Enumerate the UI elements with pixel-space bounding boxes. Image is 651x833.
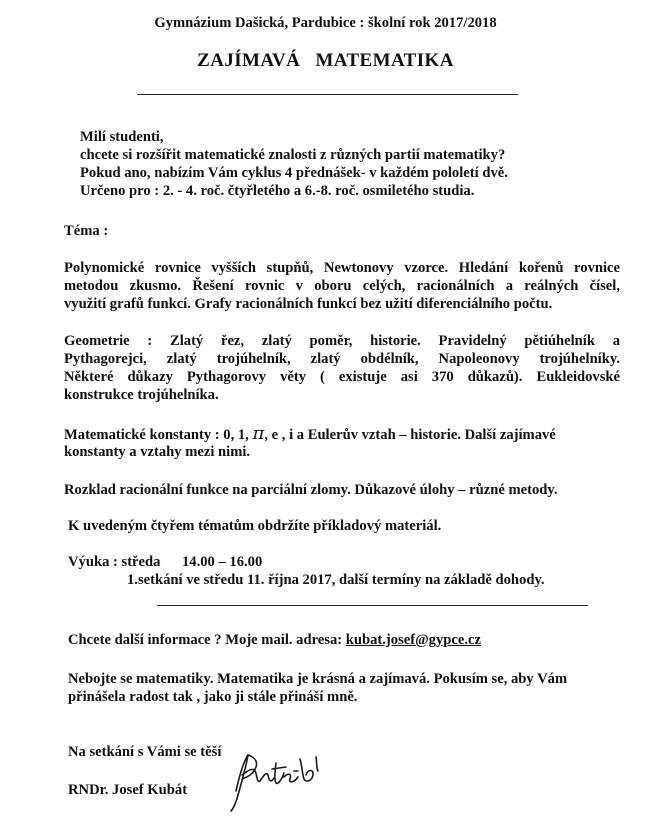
material-note: K uvedeným čtyřem tématům obdržíte příkladový materiál. (68, 518, 442, 534)
topic3-text: Matematické konstanty : 0, 1, (64, 427, 249, 443)
intro-greeting: Milí studenti, (80, 129, 164, 145)
topic3-line: konstanty a vztahy mezi nimi. (64, 444, 251, 460)
topic2-line: konstrukce trojúhelníka. (64, 387, 219, 403)
author-name: RNDr. Josef Kubát (68, 782, 188, 798)
schedule-label: Výuka : středa (68, 554, 161, 570)
topic1-line: Polynomické rovnice vyšších stupňů, Newtonovy vzorce. Hledání kořenů rovnice (64, 260, 620, 276)
topic1-line: metodou zkusmo. Řešení rovnic v oboru celých, racionálních a reálných čísel, (64, 278, 620, 294)
handwritten-signature (228, 751, 324, 813)
topic3-line (64, 425, 620, 444)
intro-line: chcete si rozšířit matematické znalosti z různých partií matematiky? (80, 147, 506, 163)
email-link[interactable]: kubat.josef@gypce.cz (345, 632, 481, 648)
topic2-line: Geometrie : Zlatý řez, zlatý poměr, historie. Pravidelný pětiúhelník a (64, 333, 620, 349)
contact-text: Chcete další informace ? Moje mail. adresa: (68, 632, 343, 648)
closing-line: Nebojte se matematiky. Matematika je krásná a zajímavá. Pokusím se, aby Vám (68, 671, 568, 687)
topic2-line: Pythagorejci, zlatý trojúhelník, zlatý obdélník, Napoleonovy trojúhelníky. (64, 351, 620, 367)
topic3-text: , e , i a Eulerův vztah – historie. Další zajímavé (264, 427, 556, 443)
topic-heading: Téma : (64, 223, 109, 239)
first-meeting: 1.setkání ve středu 11. října 2017, další termíny na základě dohody. (127, 572, 545, 588)
contact-line (68, 631, 481, 649)
document-title: ZAJÍMAVÁ MATEMATIKA (197, 50, 454, 71)
intro-line: Určeno pro : 2. - 4. roč. čtyřletého a 6.-8. roč. osmiletého studia. (80, 183, 475, 199)
title-underline (137, 94, 518, 95)
schedule-time: 14.00 – 16.00 (182, 554, 263, 570)
document-header: Gymnázium Dašická, Pardubice : školní rok 2017/2018 (154, 15, 497, 31)
farewell: Na setkání s Vámi se těší (68, 744, 222, 760)
topic4-line: Rozklad racionální funkce na parciální zlomy. Důkazové úlohy – různé metody. (64, 482, 558, 498)
topic2-line: Některé důkazy Pythagorovy věty ( existuje asi 370 důkazů). Eukleidovské (64, 369, 620, 385)
schedule-divider (157, 605, 588, 606)
pi-symbol: π (252, 423, 265, 444)
intro-line: Pokud ano, nabízím Vám cyklus 4 přednášek- v každém pololetí dvě. (80, 165, 508, 181)
closing-line: přinášela radost tak , jako ji stále přináší mně. (68, 689, 358, 705)
topic1-line: využití grafů funkcí. Grafy racionálních funkcí bez užití diferenciálního počtu. (64, 296, 553, 312)
